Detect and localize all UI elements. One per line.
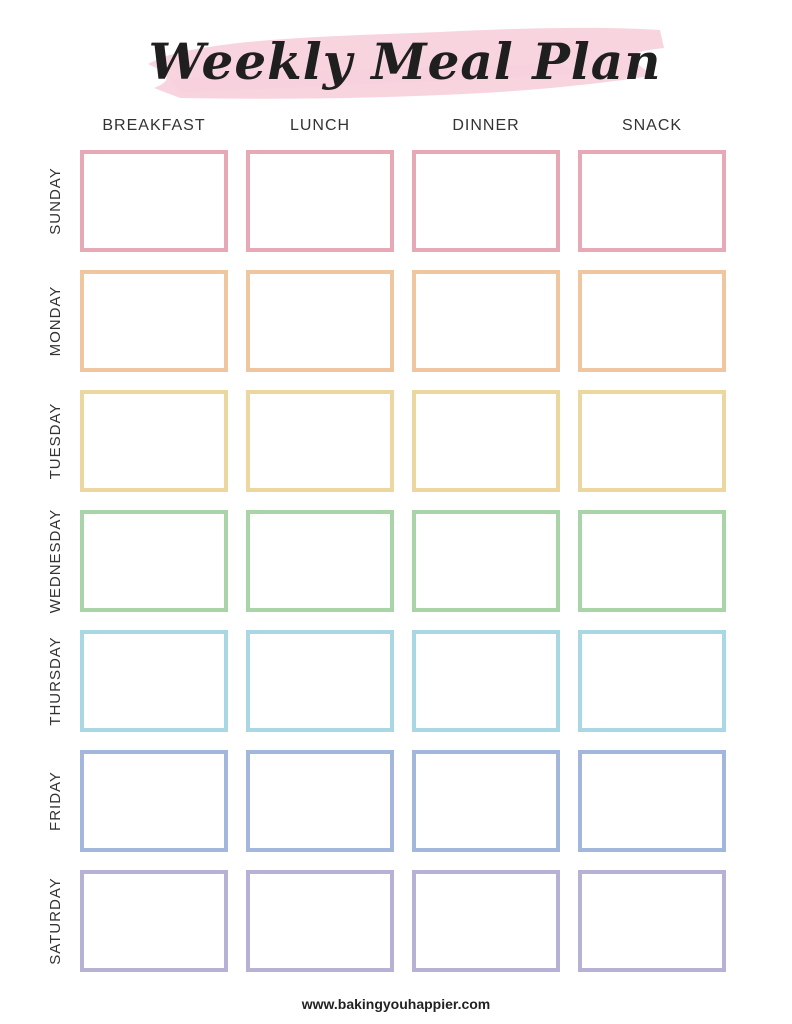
meal-box-sunday-lunch[interactable] [246,150,394,252]
column-header-lunch: LUNCH [289,117,351,134]
meal-box-friday-lunch[interactable] [246,750,394,852]
meal-box-sunday-breakfast[interactable] [80,150,228,252]
day-label-friday: FRIDAY [47,771,64,831]
meal-box-sunday-snack[interactable] [578,150,726,252]
meal-box-tuesday-lunch[interactable] [246,390,394,492]
meal-box-wednesday-dinner[interactable] [412,510,560,612]
meal-box-wednesday-lunch[interactable] [246,510,394,612]
meal-box-tuesday-dinner[interactable] [412,390,560,492]
meal-box-tuesday-breakfast[interactable] [80,390,228,492]
meal-box-saturday-lunch[interactable] [246,870,394,972]
meal-box-monday-lunch[interactable] [246,270,394,372]
meal-box-friday-dinner[interactable] [412,750,560,852]
meal-box-saturday-dinner[interactable] [412,870,560,972]
footer-website: www.bakingyouhappier.com [301,996,491,1012]
day-label-monday: MONDAY [47,285,64,357]
meal-box-wednesday-breakfast[interactable] [80,510,228,612]
meal-box-saturday-snack[interactable] [578,870,726,972]
meal-box-monday-dinner[interactable] [412,270,560,372]
meal-box-thursday-snack[interactable] [578,630,726,732]
column-header-breakfast: BREAKFAST [102,117,206,134]
column-header-dinner: DINNER [452,117,520,134]
column-header-snack: SNACK [621,117,683,134]
meal-box-tuesday-snack[interactable] [578,390,726,492]
day-label-saturday: SATURDAY [47,877,64,965]
meal-box-saturday-breakfast[interactable] [80,870,228,972]
meal-box-wednesday-snack[interactable] [578,510,726,612]
meal-box-thursday-breakfast[interactable] [80,630,228,732]
meal-box-sunday-dinner[interactable] [412,150,560,252]
meal-box-friday-snack[interactable] [578,750,726,852]
day-label-wednesday: WEDNESDAY [47,508,64,614]
day-label-thursday: THURSDAY [47,636,64,726]
day-label-tuesday: TUESDAY [47,402,64,480]
meal-box-monday-snack[interactable] [578,270,726,372]
meal-box-thursday-dinner[interactable] [412,630,560,732]
meal-box-monday-breakfast[interactable] [80,270,228,372]
meal-box-friday-breakfast[interactable] [80,750,228,852]
day-label-sunday: SUNDAY [47,167,64,235]
meal-box-thursday-lunch[interactable] [246,630,394,732]
page-title: Weekly Meal Plan [148,32,662,91]
title-area [140,18,670,108]
